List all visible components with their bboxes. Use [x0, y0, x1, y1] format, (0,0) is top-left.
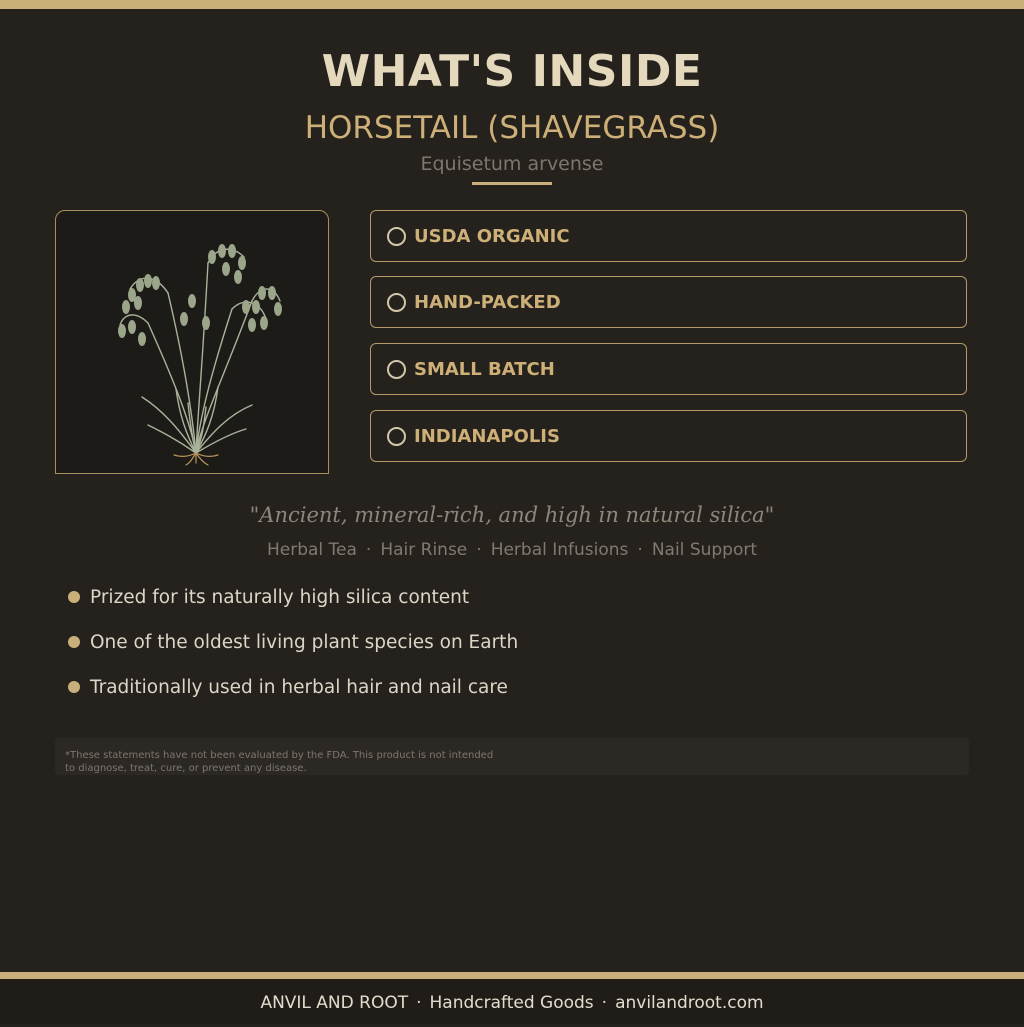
plant-illustration-frame — [55, 210, 329, 474]
list-item — [68, 628, 518, 656]
circle-icon — [387, 427, 406, 446]
list-item — [68, 673, 508, 701]
separator-dot: · — [601, 993, 608, 1013]
page-title: WHAT'S INSIDE — [321, 46, 703, 97]
circle-icon — [387, 227, 406, 246]
fact-text: Traditionally used in herbal hair and nail care — [90, 676, 508, 698]
separator-dot: · — [416, 993, 422, 1013]
circle-icon — [387, 360, 406, 379]
product-quote: "Ancient, mineral-rich, and high in natural silica" — [249, 503, 775, 527]
separator-dot: · — [476, 540, 482, 560]
disclaimer-text: *These statements have not been evaluated by the FDA. This product is not intended to diagnose, treat, cure, or prevent any disease. — [65, 750, 494, 774]
badge-label: HAND-PACKED — [414, 291, 561, 313]
bullet-icon — [68, 591, 80, 603]
fda-disclaimer — [55, 738, 969, 775]
use-item: Hair Rinse — [380, 540, 468, 560]
badge-usda-organic — [370, 210, 967, 262]
separator-dot: · — [365, 540, 372, 560]
badge-small-batch — [370, 343, 967, 395]
latin-name: Equisetum arvense — [420, 153, 604, 175]
fact-text: Prized for its naturally high silica content — [90, 586, 470, 608]
badge-label: INDIANAPOLIS — [414, 425, 560, 447]
badge-label: SMALL BATCH — [414, 358, 555, 380]
fact-text: One of the oldest living plant species on Earth — [90, 631, 519, 653]
use-item: Herbal Tea — [266, 540, 357, 560]
horsetail-plant-illustration — [56, 211, 328, 473]
badge-indianapolis — [370, 410, 967, 462]
bullet-icon — [68, 636, 80, 648]
separator-dot: · — [637, 540, 643, 560]
badge-hand-packed — [370, 276, 967, 328]
uses-list — [0, 540, 1024, 560]
badge-label: USDA ORGANIC — [414, 225, 570, 247]
top-accent-bar — [0, 0, 1024, 9]
list-item — [68, 583, 469, 611]
footer-website-link[interactable]: anvilandroot.com — [615, 993, 764, 1013]
circle-icon — [387, 293, 406, 312]
use-item: Nail Support — [651, 540, 758, 560]
bottom-accent-bar — [0, 972, 1024, 979]
product-name: HORSETAIL (SHAVEGRASS) — [304, 110, 720, 146]
title-divider — [472, 182, 552, 185]
footer — [0, 979, 1024, 1024]
bullet-icon — [68, 681, 80, 693]
footer-tagline: Handcrafted Goods — [429, 993, 594, 1013]
footer-brand: ANVIL AND ROOT — [260, 993, 409, 1013]
use-item: Herbal Infusions — [490, 540, 629, 560]
